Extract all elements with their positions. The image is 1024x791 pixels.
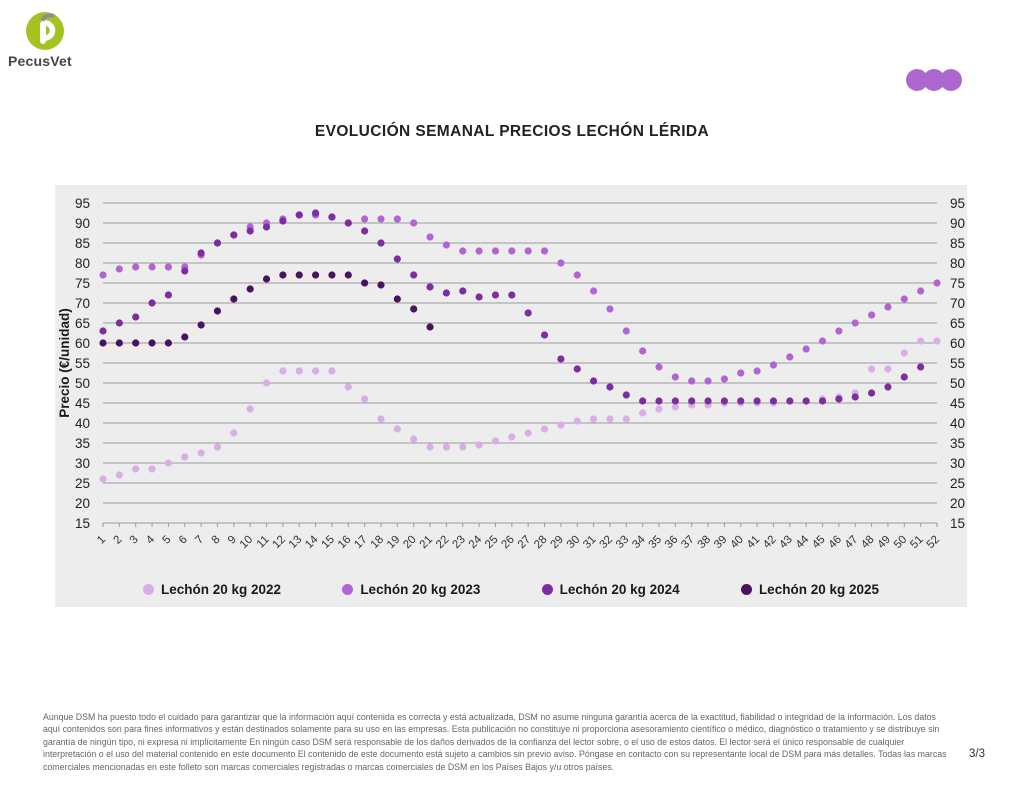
data-point (786, 397, 793, 404)
data-point (312, 209, 319, 216)
svg-text:26: 26 (499, 533, 517, 552)
data-point (394, 425, 401, 432)
svg-text:50: 50 (891, 533, 910, 552)
data-point (852, 393, 859, 400)
svg-text:44: 44 (793, 533, 812, 552)
data-point (426, 323, 433, 330)
data-point (148, 299, 155, 306)
data-point (165, 263, 172, 270)
data-point (508, 433, 515, 440)
data-point (394, 215, 401, 222)
data-point (247, 405, 254, 412)
svg-text:22: 22 (433, 533, 452, 552)
data-point (328, 213, 335, 220)
svg-text:30: 30 (564, 533, 583, 552)
data-point (557, 259, 564, 266)
data-point (901, 349, 908, 356)
svg-text:1: 1 (95, 533, 109, 547)
svg-text:43: 43 (777, 533, 795, 552)
svg-text:80: 80 (950, 256, 966, 271)
data-point (721, 375, 728, 382)
svg-text:35: 35 (74, 436, 90, 451)
svg-text:85: 85 (950, 236, 966, 251)
svg-text:16: 16 (335, 533, 354, 552)
data-point (688, 397, 695, 404)
svg-text:4: 4 (144, 533, 158, 547)
data-point (819, 337, 826, 344)
svg-text:90: 90 (950, 216, 966, 231)
data-point (181, 453, 188, 460)
data-point (704, 377, 711, 384)
data-point (132, 339, 139, 346)
scatter-chart (55, 185, 967, 560)
svg-text:6: 6 (176, 533, 190, 547)
data-point (410, 271, 417, 278)
data-point (574, 271, 581, 278)
svg-text:17: 17 (352, 533, 370, 552)
data-point (525, 429, 532, 436)
legend-label: Lechón 20 kg 2022 (161, 582, 282, 597)
svg-text:47: 47 (842, 533, 861, 552)
data-point (296, 211, 303, 218)
series-dots-lechón-20-kg-2023 (99, 211, 940, 384)
data-point (721, 397, 728, 404)
data-point (803, 397, 810, 404)
data-point (819, 397, 826, 404)
data-point (116, 471, 123, 478)
svg-text:85: 85 (74, 236, 90, 251)
svg-text:3: 3 (127, 533, 141, 547)
data-point (165, 291, 172, 298)
data-point (279, 271, 286, 278)
svg-text:7: 7 (193, 533, 207, 547)
data-point (181, 267, 188, 274)
svg-text:45: 45 (950, 396, 966, 411)
data-point (933, 337, 940, 344)
data-point (868, 311, 875, 318)
svg-text:25: 25 (74, 476, 90, 491)
svg-text:20: 20 (950, 496, 966, 511)
legend-label: Lechón 20 kg 2024 (559, 582, 680, 597)
svg-text:25: 25 (950, 476, 966, 491)
data-point (181, 333, 188, 340)
data-point (623, 327, 630, 334)
data-point (917, 337, 924, 344)
svg-text:75: 75 (950, 276, 966, 291)
data-point (574, 417, 581, 424)
svg-text:11: 11 (254, 533, 272, 551)
data-point (492, 291, 499, 298)
svg-text:34: 34 (630, 533, 648, 552)
data-point (606, 415, 613, 422)
chart-panel (55, 185, 967, 607)
data-point (476, 293, 483, 300)
data-point (606, 305, 613, 312)
svg-text:12: 12 (270, 533, 289, 552)
legend-item (542, 582, 680, 597)
data-point (279, 217, 286, 224)
data-point (99, 475, 106, 482)
data-point (230, 295, 237, 302)
data-point (443, 443, 450, 450)
data-point (165, 339, 172, 346)
data-point (99, 271, 106, 278)
decor-dot (940, 69, 962, 91)
svg-text:30: 30 (950, 456, 966, 471)
data-point (933, 279, 940, 286)
data-point (754, 367, 761, 374)
svg-text:30: 30 (74, 456, 90, 471)
decorative-dots (906, 69, 962, 91)
svg-text:90: 90 (74, 216, 90, 231)
svg-text:46: 46 (826, 533, 845, 552)
data-point (868, 365, 875, 372)
legend-dot-icon (143, 584, 154, 595)
data-point (852, 319, 859, 326)
data-point (214, 443, 221, 450)
svg-text:8: 8 (209, 533, 223, 547)
data-point (361, 395, 368, 402)
svg-text:27: 27 (515, 533, 534, 552)
page-number: 3/3 (969, 748, 985, 760)
svg-text:25: 25 (483, 533, 501, 552)
data-point (426, 283, 433, 290)
legend-label: Lechón 20 kg 2025 (758, 582, 879, 597)
brand-wordmark: PecusVet (8, 53, 72, 69)
data-point (361, 279, 368, 286)
data-point (786, 353, 793, 360)
svg-text:32: 32 (597, 533, 616, 552)
data-point (835, 395, 842, 402)
svg-text:21: 21 (417, 533, 436, 552)
data-point (574, 365, 581, 372)
svg-text:2: 2 (111, 533, 125, 547)
data-point (99, 339, 106, 346)
svg-text:60: 60 (74, 336, 90, 351)
data-point (754, 397, 761, 404)
data-point (623, 415, 630, 422)
data-point (525, 309, 532, 316)
data-point (917, 287, 924, 294)
svg-text:35: 35 (950, 436, 966, 451)
data-point (116, 265, 123, 272)
data-point (492, 247, 499, 254)
disclaimer-text: Aunque DSM ha puesto todo el cuidado para garantizar que la información aquí contenida es correcta y está actualizada, DSM no asume ninguna garantía acerca de la exactitud, fiabilidad o integridad de la información. Los datos aquí contenidos son para fines informativos y están destinados solamente para su uso en las empresas. Esta publicación no constituye ni proporciona asesoramiento científico o médico, diagnóstico o tratamiento y se distribuye sin garantía de ningún tipo, ni expresa ni implícitamente En ningún caso DSM será responsable de los daños derivados de la confianza del lector sobre, o el uso de estos datos. El lector será el único responsable de cualquier interpretación o el uso del material contenido en este documento El contenido de este documento está sujeto a cambios sin previo aviso. Póngase en contacto con su representante local de DSM para más detalles. Todas las marcas comerciales mencionadas en este folleto son marcas comerciales registradas o marcas comerciales de DSM en los Países Bajos y/u otros países. (43, 712, 947, 772)
legend-item (741, 582, 879, 597)
chart-title: EVOLUCIÓN SEMANAL PRECIOS LECHÓN LÉRIDA (314, 123, 710, 140)
svg-text:45: 45 (74, 396, 90, 411)
data-point (426, 443, 433, 450)
data-point (230, 429, 237, 436)
data-point (263, 223, 270, 230)
data-point (541, 425, 548, 432)
svg-text:48: 48 (859, 533, 877, 552)
data-point (410, 305, 417, 312)
data-point (623, 391, 630, 398)
data-point (476, 441, 483, 448)
svg-text:65: 65 (950, 316, 966, 331)
data-point (459, 443, 466, 450)
svg-text:36: 36 (662, 533, 681, 552)
x-axis-tick-labels (95, 533, 942, 551)
svg-text:95: 95 (74, 196, 90, 211)
legend-dot-icon (542, 584, 553, 595)
svg-text:20: 20 (74, 496, 90, 511)
svg-text:15: 15 (950, 516, 966, 531)
data-point (426, 233, 433, 240)
data-point (884, 365, 891, 372)
data-point (590, 287, 597, 294)
svg-text:55: 55 (74, 356, 90, 371)
data-point (328, 271, 335, 278)
data-point (655, 397, 662, 404)
data-point (770, 361, 777, 368)
legend-label: Lechón 20 kg 2023 (360, 582, 481, 597)
data-point (148, 465, 155, 472)
data-point (868, 389, 875, 396)
svg-text:40: 40 (950, 416, 966, 431)
data-point (655, 405, 662, 412)
svg-text:13: 13 (286, 533, 305, 552)
series-dots-lechón-20-kg-2022 (99, 337, 940, 482)
svg-text:20: 20 (401, 533, 419, 552)
svg-text:15: 15 (74, 516, 90, 531)
data-point (361, 215, 368, 222)
data-point (639, 347, 646, 354)
series-dots-lechón-20-kg-2024 (99, 209, 924, 404)
data-point (525, 247, 532, 254)
data-point (148, 263, 155, 270)
gridlines (103, 203, 937, 523)
svg-text:70: 70 (950, 296, 966, 311)
data-point (116, 339, 123, 346)
data-point (377, 215, 384, 222)
data-point (312, 271, 319, 278)
svg-text:40: 40 (728, 533, 746, 552)
data-point (590, 415, 597, 422)
data-point (198, 449, 205, 456)
data-point (541, 247, 548, 254)
legend-dot-icon (342, 584, 353, 595)
data-point (148, 339, 155, 346)
data-point (214, 239, 221, 246)
svg-text:40: 40 (74, 416, 90, 431)
data-point (345, 383, 352, 390)
data-point (443, 241, 450, 248)
svg-text:35: 35 (646, 533, 665, 552)
data-point (312, 367, 319, 374)
data-point (688, 377, 695, 384)
data-point (639, 397, 646, 404)
data-point (247, 227, 254, 234)
data-point (508, 291, 515, 298)
data-point (394, 255, 401, 262)
svg-text:10: 10 (237, 533, 256, 552)
data-point (476, 247, 483, 254)
data-point (901, 295, 908, 302)
svg-text:39: 39 (711, 533, 730, 552)
data-point (557, 355, 564, 362)
data-point (655, 363, 662, 370)
data-point (263, 275, 270, 282)
y-axis-title: Precio (€/unidad) (57, 308, 72, 418)
svg-text:49: 49 (875, 533, 894, 552)
svg-text:18: 18 (368, 533, 387, 552)
svg-text:50: 50 (950, 376, 966, 391)
svg-text:37: 37 (679, 533, 697, 552)
svg-text:42: 42 (761, 533, 779, 552)
data-point (901, 373, 908, 380)
data-point (884, 383, 891, 390)
data-point (394, 295, 401, 302)
data-point (606, 383, 613, 390)
svg-text:55: 55 (950, 356, 966, 371)
data-point (377, 415, 384, 422)
data-point (279, 367, 286, 374)
svg-text:23: 23 (450, 533, 468, 552)
data-point (132, 263, 139, 270)
data-point (917, 363, 924, 370)
svg-text:80: 80 (74, 256, 90, 271)
data-point (377, 239, 384, 246)
data-point (459, 247, 466, 254)
x-axis-ticks (103, 523, 937, 527)
chart-legend (55, 582, 967, 597)
data-point (198, 321, 205, 328)
data-point (459, 287, 466, 294)
svg-text:65: 65 (74, 316, 90, 331)
data-point (835, 327, 842, 334)
svg-text:38: 38 (695, 533, 714, 552)
svg-text:50: 50 (74, 376, 90, 391)
data-point (263, 379, 270, 386)
data-point (508, 247, 515, 254)
data-point (672, 397, 679, 404)
data-point (132, 465, 139, 472)
data-point (247, 285, 254, 292)
data-point (443, 289, 450, 296)
data-point (737, 397, 744, 404)
data-point (410, 435, 417, 442)
data-point (557, 421, 564, 428)
data-point (590, 377, 597, 384)
svg-text:9: 9 (225, 533, 239, 547)
legend-item (143, 582, 281, 597)
pecusvet-logo (8, 8, 88, 69)
data-point (410, 219, 417, 226)
data-point (296, 367, 303, 374)
svg-text:60: 60 (950, 336, 966, 351)
data-point (704, 397, 711, 404)
pecusvet-logo-icon (23, 8, 67, 52)
svg-text:45: 45 (810, 533, 828, 552)
svg-text:14: 14 (303, 533, 321, 552)
data-point (672, 373, 679, 380)
data-point (99, 327, 106, 334)
data-point (165, 459, 172, 466)
svg-text:19: 19 (384, 533, 403, 552)
data-point (328, 367, 335, 374)
data-point (198, 249, 205, 256)
svg-text:15: 15 (319, 533, 338, 552)
data-point (639, 409, 646, 416)
data-point (296, 271, 303, 278)
data-point (361, 227, 368, 234)
svg-text:29: 29 (548, 533, 567, 552)
svg-text:5: 5 (160, 533, 174, 547)
data-point (230, 231, 237, 238)
legend-item (342, 582, 480, 597)
svg-text:31: 31 (581, 533, 599, 552)
data-point (541, 331, 548, 338)
svg-text:24: 24 (466, 533, 485, 552)
data-point (770, 397, 777, 404)
svg-text:41: 41 (744, 533, 763, 552)
svg-text:52: 52 (924, 533, 943, 552)
data-point (345, 271, 352, 278)
data-point (132, 313, 139, 320)
data-point (884, 303, 891, 310)
data-point (116, 319, 123, 326)
data-point (345, 219, 352, 226)
svg-text:51: 51 (908, 533, 926, 552)
data-point (214, 307, 221, 314)
data-point (803, 345, 810, 352)
data-point (737, 369, 744, 376)
svg-text:70: 70 (74, 296, 90, 311)
data-point (492, 437, 499, 444)
legend-dot-icon (741, 584, 752, 595)
data-point (377, 281, 384, 288)
svg-text:95: 95 (950, 196, 966, 211)
svg-text:28: 28 (532, 533, 550, 552)
svg-text:75: 75 (74, 276, 90, 291)
svg-text:33: 33 (613, 533, 632, 552)
